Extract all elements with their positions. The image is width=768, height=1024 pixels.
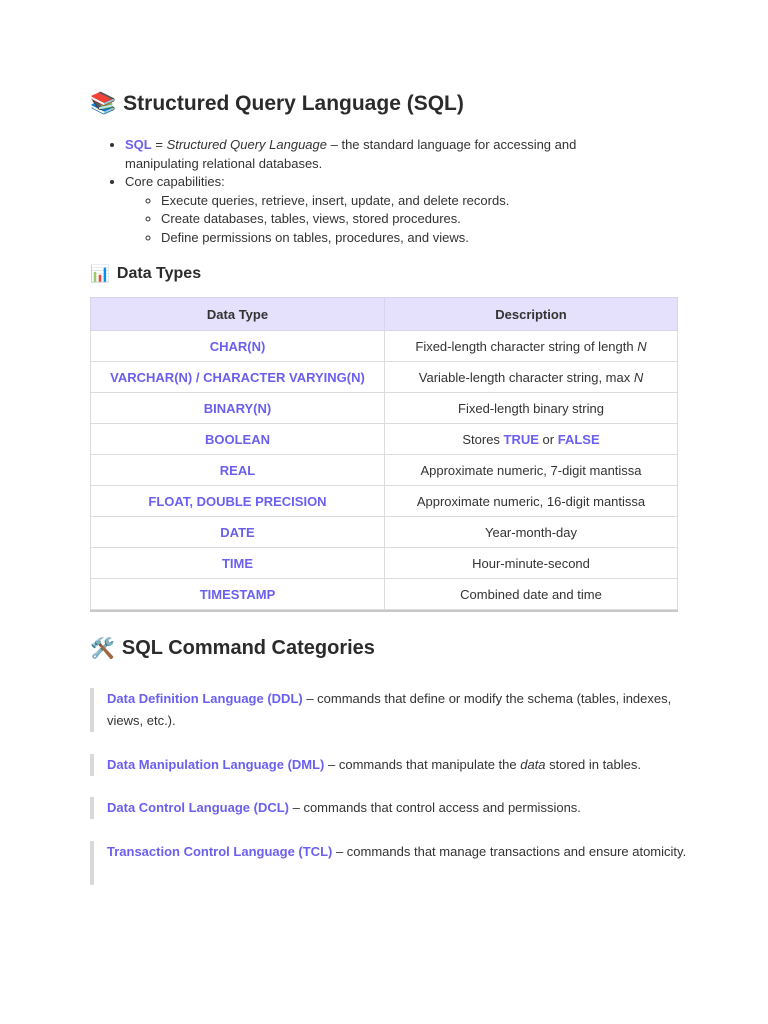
books-icon: 📚 [90, 92, 117, 115]
data-type-cell: VARCHAR(N) / CHARACTER VARYING(N) [91, 362, 385, 393]
description-text: N [637, 338, 647, 354]
description-text: Approximate numeric, 16-digit mantissa [416, 493, 646, 509]
category-name: Data Manipulation Language (DML) [107, 757, 325, 772]
description-text: or [538, 431, 558, 447]
page-title-text: Structured Query Language (SQL) [123, 92, 464, 115]
category-description: – commands that define or modify the schema (tables, indexes, views, etc.). [107, 691, 672, 728]
description-text: Fixed-length character string of length [415, 338, 638, 354]
category-name: Data Control Language (DCL) [107, 800, 289, 815]
table-row [91, 517, 678, 548]
category-name: Transaction Control Language (TCL) [107, 844, 333, 859]
capabilities-list [125, 192, 645, 248]
sql-expansion: Structured Query Language [166, 137, 327, 152]
description-text: Variable-length character string, max [418, 369, 634, 385]
description-cell [385, 579, 678, 610]
category-name: Data Definition Language (DDL) [107, 691, 303, 706]
data-type-cell: CHAR(N) [91, 331, 385, 362]
description-text: Hour-minute-second [472, 555, 590, 571]
description-cell [385, 455, 678, 486]
data-type-cell: REAL [91, 455, 385, 486]
description-text: Combined date and time [460, 586, 602, 602]
table-row [91, 579, 678, 610]
list-item [125, 173, 645, 247]
description-cell [385, 548, 678, 579]
category-emphasis: data [520, 757, 546, 772]
list-item [125, 136, 645, 173]
description-cell [385, 331, 678, 362]
description-text: Year-month-day [484, 524, 577, 540]
description-cell [385, 362, 678, 393]
category-description: – commands that manipulate the [324, 757, 521, 772]
description-cell [385, 393, 678, 424]
description-text: Approximate numeric, 7-digit mantissa [420, 462, 642, 478]
description-text: N [633, 369, 644, 385]
table-row [91, 455, 678, 486]
category-description: – commands that control access and permissions. [289, 800, 581, 815]
category-item [90, 841, 687, 885]
table-row [91, 424, 678, 455]
categories-heading [90, 636, 375, 661]
description-cell [385, 424, 678, 455]
description-cell [385, 486, 678, 517]
data-types-table [90, 297, 678, 610]
category-description: stored in tables. [545, 757, 641, 772]
table-row [91, 331, 678, 362]
data-type-cell: BINARY(N) [91, 393, 385, 424]
description-text: Stores [462, 431, 504, 447]
bar-chart-icon: 📊 [90, 266, 110, 283]
core-capabilities-label: Core capabilities: [125, 174, 225, 189]
sql-term: SQL [125, 137, 152, 152]
description-text: TRUE [503, 431, 539, 447]
capability-item: ◦ Execute queries, retrieve, insert, update, and delete records. [161, 192, 645, 211]
description-text: Fixed-length binary string [458, 400, 604, 416]
table-row [91, 393, 678, 424]
capability-item: ◦ Create databases, tables, views, stored procedures. [161, 210, 645, 229]
capability-item: ◦ Define permissions on tables, procedures, and views. [161, 229, 645, 248]
page-title [90, 92, 464, 116]
table-header-row [91, 298, 678, 331]
categories-heading-text: SQL Command Categories [121, 637, 375, 659]
description-text: FALSE [557, 431, 600, 447]
data-type-cell: DATE [91, 517, 385, 548]
equals-text: = [151, 137, 167, 152]
category-item [90, 688, 687, 732]
data-type-cell: TIMESTAMP [91, 579, 385, 610]
table-row [91, 362, 678, 393]
sql-definition: – the standard language for accessing and manipulating relational databases. [125, 137, 577, 171]
section-divider [90, 610, 678, 612]
hammer-wrench-icon: 🛠️ [90, 638, 115, 660]
category-description: – commands that manage transactions and ensure atomicity. [332, 844, 687, 859]
table-row [91, 548, 678, 579]
table-row [91, 486, 678, 517]
data-type-cell: FLOAT, DOUBLE PRECISION [91, 486, 385, 517]
column-header: Description [385, 298, 678, 331]
data-type-cell: BOOLEAN [91, 424, 385, 455]
column-header: Data Type [91, 298, 385, 331]
data-types-heading [90, 264, 201, 284]
intro-list [90, 136, 645, 247]
category-item [90, 754, 687, 776]
data-types-heading-text: Data Types [116, 265, 202, 282]
data-type-cell: TIME [91, 548, 385, 579]
category-item [90, 797, 687, 819]
description-cell [385, 517, 678, 548]
